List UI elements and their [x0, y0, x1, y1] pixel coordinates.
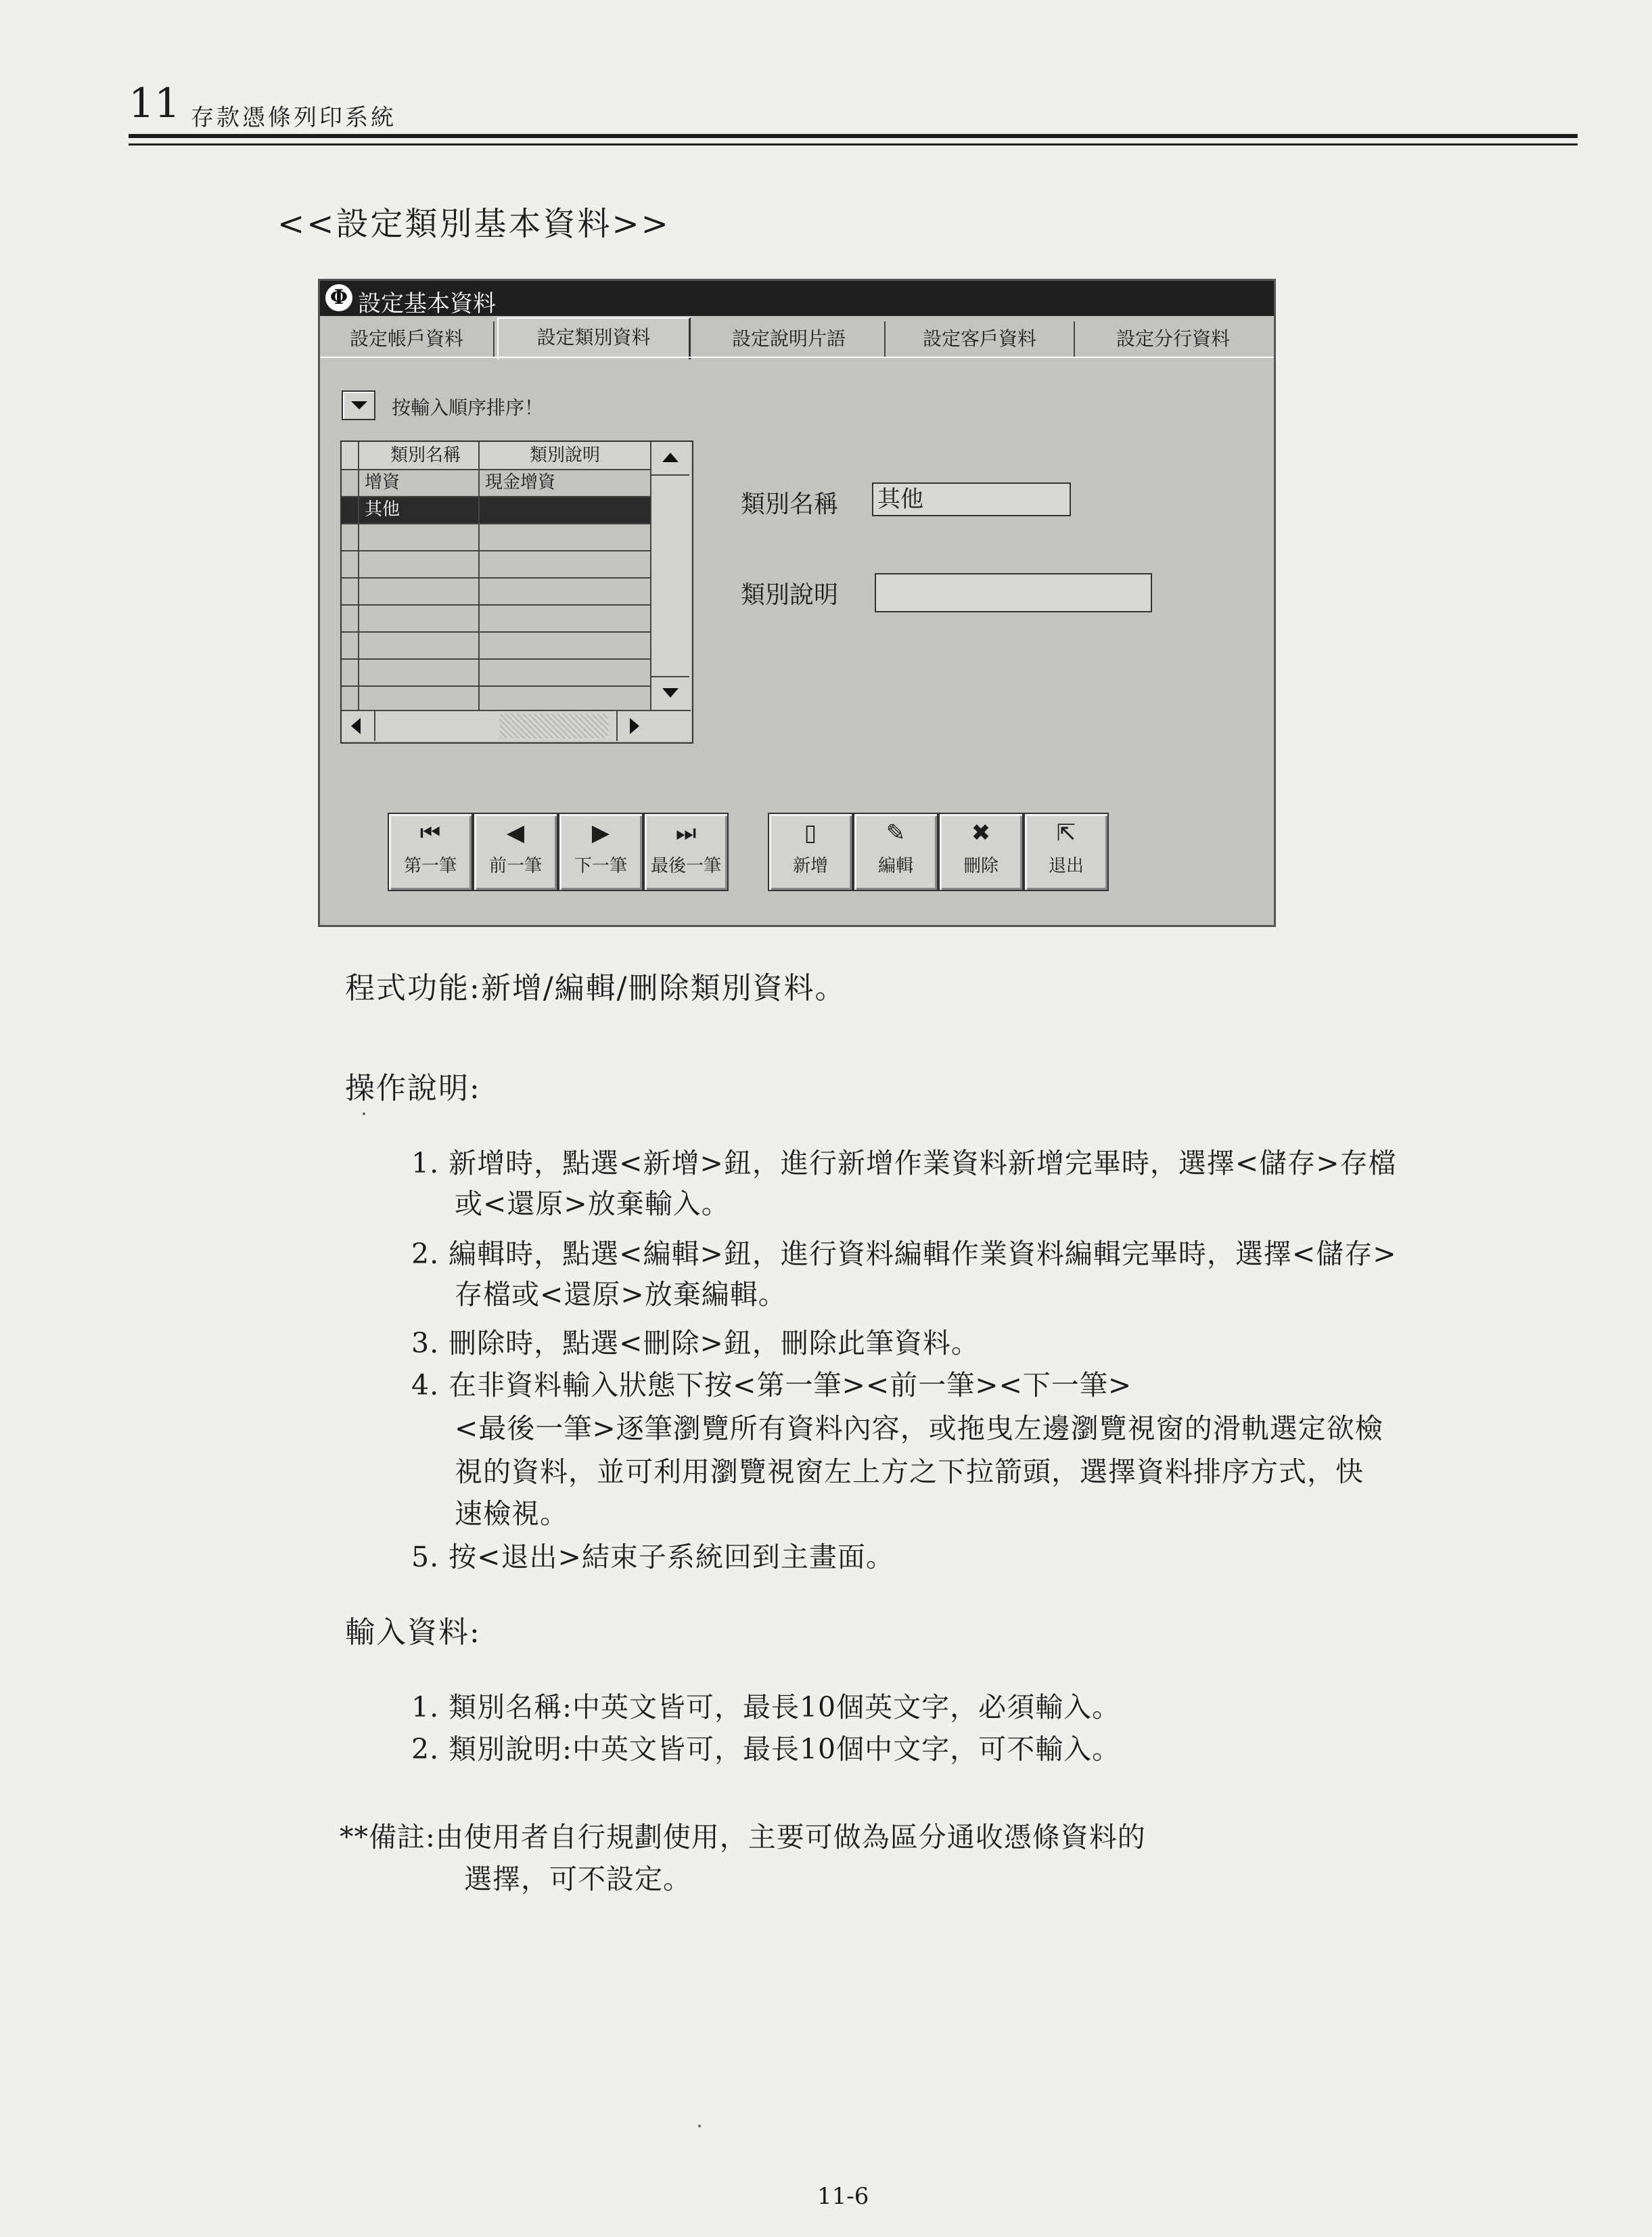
operation-item-4-cont: <最後一筆>逐筆瀏覽所有資料內容，或拖曳左邊瀏覽視窗的滑軌選定欲檢 — [455, 1412, 1383, 1445]
grid-line — [342, 577, 650, 579]
vertical-scrollbar[interactable] — [650, 442, 691, 710]
next-record-button[interactable] — [558, 813, 643, 891]
category-desc-field[interactable] — [875, 573, 1152, 612]
settings-window — [318, 279, 1276, 927]
prev-record-button[interactable] — [473, 813, 558, 891]
category-name-field[interactable]: 其他 — [872, 482, 1071, 516]
header-rule — [129, 134, 1578, 138]
operation-item-3: 3. 刪除時，點選<刪除>鈕，刪除此筆資料。 — [411, 1327, 980, 1359]
category-grid[interactable] — [340, 440, 693, 744]
column-header-desc[interactable]: 類別說明 — [529, 445, 600, 466]
note-text-cont: 選擇，可不設定。 — [464, 1863, 691, 1895]
delete-button[interactable] — [938, 813, 1024, 891]
operation-item-2: 2. 編輯時，點選<編輯>鈕，進行資料編輯作業資料編輯完畢時，選擇<儲存> — [411, 1238, 1397, 1270]
button-label: 前一筆 — [488, 856, 542, 876]
operation-item-4-cont: 視的資料，並可利用瀏覽視窗左上方之下拉箭頭，選擇資料排序方式，快 — [455, 1455, 1364, 1488]
header-rule-thin — [129, 143, 1578, 145]
next-record-icon: ▶ — [591, 819, 610, 846]
last-record-icon: ⏭ — [675, 819, 697, 846]
category-name-label: 類別名稱 — [741, 491, 839, 518]
grid-row-indicator-line — [358, 442, 359, 710]
operation-item-5: 5. 按<退出>結束子系統回到主畫面。 — [411, 1541, 894, 1573]
prev-record-icon: ◀ — [506, 819, 525, 846]
scroll-down-arrow-icon[interactable] — [651, 676, 689, 710]
first-record-button[interactable] — [388, 813, 473, 891]
grid-line — [342, 523, 650, 524]
app-logo-icon: Φ — [325, 284, 352, 311]
button-label: 最後一筆 — [650, 856, 721, 876]
category-desc-label: 類別說明 — [741, 581, 839, 609]
new-document-icon: ▯ — [804, 819, 817, 846]
section-title: <<設定類別基本資料>> — [277, 205, 670, 243]
scroll-left-arrow-icon[interactable] — [342, 711, 375, 741]
window-title: 設定基本資料 — [358, 290, 496, 317]
window-titlebar — [320, 281, 1274, 316]
new-button[interactable] — [768, 813, 853, 891]
grid-cell-name-selected[interactable]: 其他 — [365, 499, 400, 520]
chapter-number: 11 — [129, 80, 181, 127]
sort-label: 按輸入順序排序！ — [392, 397, 544, 419]
grid-line — [342, 631, 650, 633]
column-header-name[interactable]: 類別名稱 — [390, 445, 461, 466]
grid-cell-desc[interactable]: 現金增資 — [485, 472, 556, 493]
tab-account[interactable]: 設定帳戶資料 — [320, 321, 495, 357]
button-label: 刪除 — [963, 856, 999, 876]
grid-line — [342, 469, 650, 470]
grid-column-line — [478, 442, 480, 710]
operation-item-1: 1. 新增時，點選<新增>鈕，進行新增作業資料新增完畢時，選擇<儲存>存檔 — [411, 1147, 1397, 1179]
last-record-button[interactable] — [643, 813, 729, 891]
grid-line — [342, 658, 650, 660]
grid-cell-name[interactable]: 增資 — [365, 472, 400, 493]
tab-branch[interactable]: 設定分行資料 — [1116, 327, 1230, 350]
grid-line — [342, 550, 650, 551]
horizontal-scrollbar[interactable] — [342, 710, 691, 741]
operation-item-4-cont: 速檢視。 — [455, 1497, 568, 1530]
first-record-icon: ⏮ — [419, 819, 441, 846]
grid-line — [342, 496, 650, 497]
button-label: 下一筆 — [574, 856, 627, 876]
tab-divider — [320, 357, 1274, 358]
exit-icon: ⇱ — [1056, 819, 1076, 846]
operation-item-2-cont: 存檔或<還原>放棄編輯。 — [455, 1278, 787, 1311]
button-label: 編輯 — [877, 856, 913, 876]
input-heading: 輸入資料: — [345, 1615, 481, 1650]
input-item-2: 2. 類別說明:中英文皆可，最長10個中文字，可不輸入。 — [411, 1733, 1121, 1765]
note-text: **備註:由使用者自行規劃使用，主要可做為區分通收憑條資料的 — [340, 1821, 1146, 1853]
scan-speck — [698, 2125, 701, 2127]
tab-customer[interactable]: 設定客戶資料 — [886, 321, 1075, 357]
tab-category[interactable]: 設定類別資料 — [497, 317, 691, 359]
sort-dropdown-button[interactable] — [342, 390, 375, 420]
delete-icon: ✖ — [971, 819, 991, 846]
function-description: 程式功能:新增/編輯/刪除類別資料。 — [345, 971, 846, 1005]
grid-line — [342, 604, 650, 606]
chapter-title: 存款憑條列印系統 — [191, 104, 396, 131]
edit-icon: ✎ — [886, 819, 906, 846]
grid-line — [342, 685, 650, 687]
button-label: 新增 — [792, 856, 828, 876]
operation-item-4: 4. 在非資料輸入狀態下按<第一筆><前一筆><下一筆> — [411, 1369, 1132, 1401]
scroll-right-arrow-icon[interactable] — [616, 711, 650, 741]
exit-button[interactable] — [1024, 813, 1109, 891]
scroll-thumb[interactable] — [500, 714, 608, 738]
button-label: 第一筆 — [403, 856, 457, 876]
tab-phrase[interactable]: 設定說明片語 — [693, 321, 886, 357]
scan-speck — [363, 1112, 365, 1115]
input-item-1: 1. 類別名稱:中英文皆可，最長10個英文字，必須輸入。 — [411, 1691, 1121, 1723]
operation-heading: 操作說明: — [345, 1071, 481, 1106]
edit-button[interactable] — [853, 813, 938, 891]
button-label: 退出 — [1048, 856, 1084, 876]
scroll-up-arrow-icon[interactable] — [651, 442, 689, 476]
operation-item-1-cont: 或<還原>放棄輸入。 — [455, 1188, 730, 1220]
page-number: 11-6 — [817, 2183, 869, 2210]
